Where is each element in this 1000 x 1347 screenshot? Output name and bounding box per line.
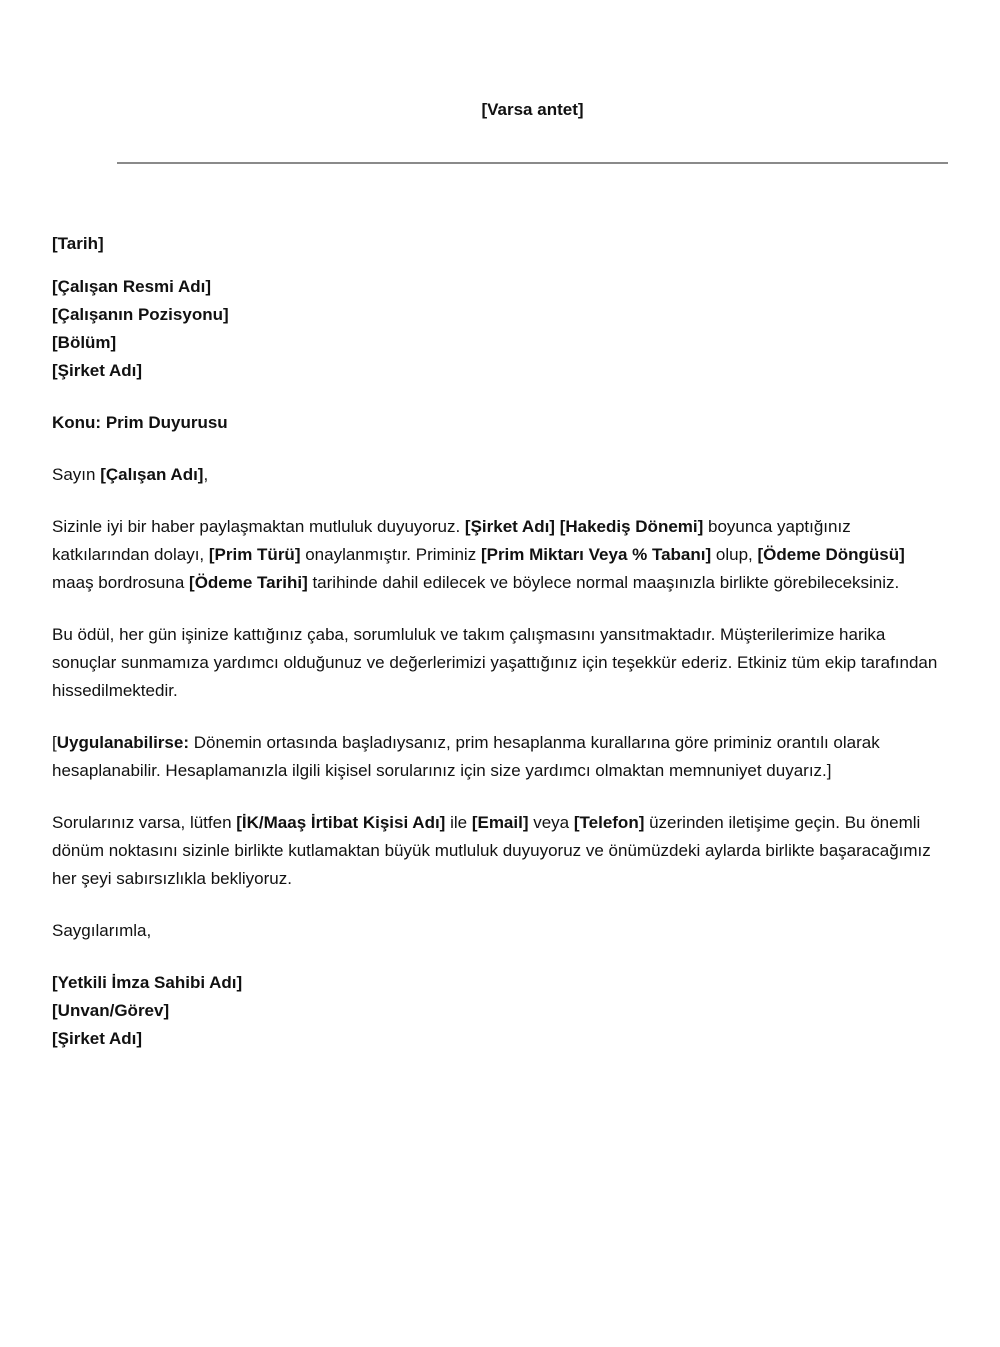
paragraph-proration-note: [Uygulanabilirse: Dönemin ortasında başladıysanız, prim hesaplanma kurallarına göre priminiz orantılı olarak hesaplanabilir. Hesaplamanızla ilgili kişisel sorularınız için size yardımcı olmaktan memnuniyet duyarız.] — [52, 733, 880, 780]
recipient-block: [Çalışan Resmi Adı] [Çalışanın Pozisyonu] [Bölüm] [Şirket Adı] — [52, 277, 229, 380]
paragraph-bonus-details: Sizinle iyi bir haber paylaşmaktan mutluluk duyuyoruz. [Şirket Adı] [Hakediş Dönemi] boyunca yaptığınız katkılarından dolayı, [Prim Türü] onaylanmıştır. Priminiz [Prim Miktarı Veya % Tabanı] olup, [Ödeme Döngüsü] maaş bordrosuna [Ödeme Tarihi] tarihinde dahil edilecek ve böylece normal maaşınızla birlikte görebileceksiniz. — [52, 517, 905, 592]
date-line: [Tarih] — [52, 234, 104, 253]
letter-body — [0, 164, 1000, 1053]
letterhead-placeholder: [Varsa antet] — [481, 100, 584, 119]
closing: Saygılarımla, — [52, 921, 152, 940]
subject-line: Konu: Prim Duyurusu — [52, 413, 228, 432]
salutation: Sayın [Çalışan Adı], — [52, 465, 209, 484]
letterhead — [117, 97, 948, 162]
paragraph-contact-info: Sorularınız varsa, lütfen [İK/Maaş İrtibat Kişisi Adı] ile [Email] veya [Telefon] üzerinden iletişime geçin. Bu önemli dönüm noktasını sizinle birlikte kutlamaktan büyük mutluluk duyuyoruz ve önümüzdeki aylarda birlikte başaracağımız her şeyi sabırsızlıkla bekliyoruz. — [52, 813, 931, 888]
signature-block: [Yetkili İmza Sahibi Adı] [Unvan/Görev] [Şirket Adı] — [52, 973, 243, 1048]
paragraph-appreciation: Bu ödül, her gün işinize kattığınız çaba, sorumluluk ve takım çalışmasını yansıtmaktadır. Müşterilerimize harika sonuçlar sunmamıza yardımcı olduğunuz ve değerlerimizi yaşattığınız için teşekkür ederiz. Etkiniz tüm ekip tarafından hissedilmektedir. — [52, 625, 938, 700]
letter-page — [0, 97, 1000, 1347]
